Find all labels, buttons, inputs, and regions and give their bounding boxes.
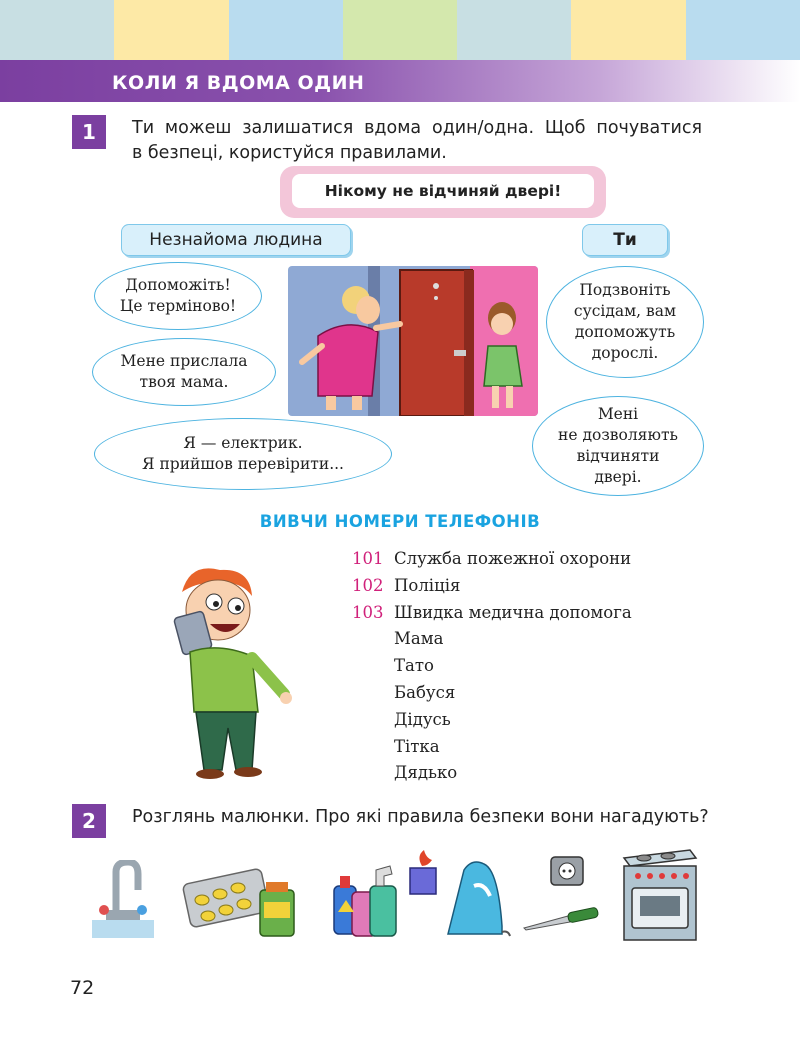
phone-label: Швидка медична допомога [394,602,632,622]
stripe [686,0,800,60]
phone-item [352,626,632,653]
phone-label: Тато [394,656,434,676]
task-number-2: 2 [72,804,106,838]
header-stripes [0,0,800,60]
pills-icon [180,862,300,944]
boy-phone-icon [160,562,300,784]
page-title: КОЛИ Я ВДОМА ОДИН [112,72,365,94]
task1-line2: в безпеці, користуйся правилами. [132,143,447,163]
speech-bubble-stranger-1: Допоможіть! Це терміново! [94,262,262,330]
task2-instructions: Розглянь малюнки. Про які правила безпеки вони нагадують? [132,807,709,827]
you-label: Ти [582,224,668,256]
phone-label: Мама [394,629,444,649]
phone-label: Дядько [394,763,458,783]
boy-on-phone-illustration [160,562,300,788]
phone-item [352,734,632,761]
page-number: 72 [70,977,95,999]
phone-label: Поліція [394,575,461,595]
stove-icon [618,848,700,948]
phone-number: 103 [352,602,384,622]
speech-bubble-child-1: Подзвоніть сусідам, вам допоможуть дорослі. [546,266,704,378]
task1-line1: Ти можеш залишатися вдома один/одна. Щоб почуватися [132,118,702,138]
phone-label: Дідусь [394,709,451,729]
warning-text: Нікому не відчиняй двері! [292,174,594,208]
phone-label: Служба пожежної охорони [394,549,632,568]
phone-item [352,653,632,680]
matches-icon [406,850,438,904]
stranger-label: Незнайома людина [121,224,351,256]
warning-frame [280,166,606,218]
phones-heading: ВИВЧИ НОМЕРИ ТЕЛЕФОНІВ [259,512,541,531]
phone-number-list [352,546,632,787]
door-scene-icon [288,266,538,416]
stripe [229,0,343,60]
faucet-icon [92,860,156,944]
knife-icon [522,904,602,936]
stripe [343,0,457,60]
speech-bubble-stranger-3: Я — електрик. Я прийшов перевірити... [94,418,392,490]
task1-instructions [132,116,702,166]
stripe [571,0,685,60]
phone-item [352,573,632,600]
phone-item [352,546,632,573]
stripe [457,0,571,60]
phone-label: Бабуся [394,682,456,702]
phone-item [352,600,632,627]
phone-item [352,680,632,707]
iron-icon [444,856,512,944]
stripe [114,0,228,60]
speech-bubble-child-2: Мені не дозволяють відчиняти двері. [532,396,704,496]
stripe [0,0,114,60]
phone-item [352,707,632,734]
task-number-1: 1 [72,115,106,149]
speech-bubble-stranger-2: Мене прислала твоя мама. [92,338,276,406]
phone-label: Тітка [394,736,440,756]
door-scene-illustration [288,266,538,416]
chemicals-icon [330,856,400,942]
phone-item [352,760,632,787]
phone-number: 101 [352,549,384,568]
phone-number: 102 [352,575,384,595]
socket-icon [550,856,584,890]
